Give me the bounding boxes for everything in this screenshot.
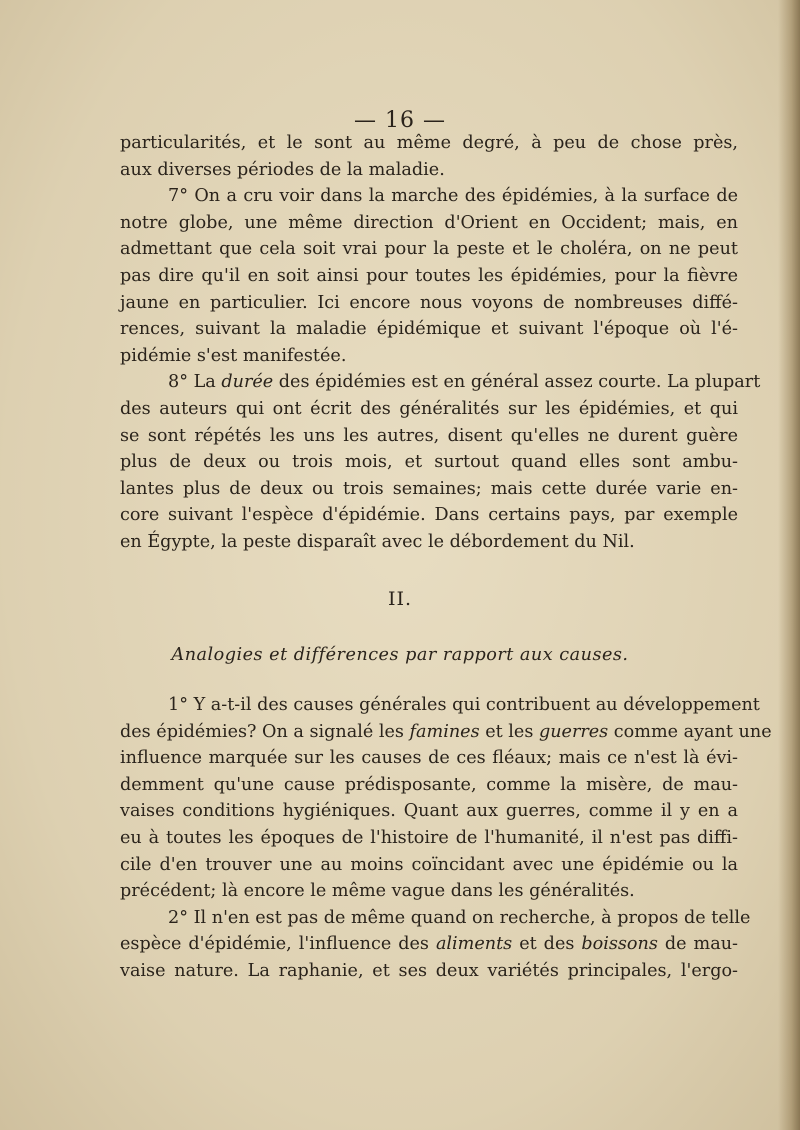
text-line: 2° Il n'en est pas de même quand on recherche, à propos de telle [168, 907, 751, 928]
section-1-text [120, 130, 761, 556]
text-fragment: de mau- [657, 934, 738, 955]
text-line: lantes plus de deux ou trois semaines; mais cette durée varie en- [120, 478, 738, 499]
text-fragment: des épidémies? On a signalé les [120, 721, 410, 742]
text-fragment: et les [479, 721, 539, 742]
italic-term-boissons: boissons [581, 934, 658, 955]
text-line: vaise nature. La raphanie, et ses deux variétés principales, l'ergo- [120, 960, 738, 981]
text-line: en Égypte, la peste disparaît avec le débordement du Nil. [120, 531, 635, 552]
text-line: eu à toutes les époques de l'histoire de l'humanité, il n'est pas diffi- [120, 827, 738, 848]
text-line [120, 719, 772, 746]
section-2-text [120, 692, 772, 985]
page-edge-shadow [778, 0, 800, 1130]
text-fragment: et des [512, 934, 582, 955]
text-line: rences, suivant la maladie épidémique et suivant l'époque où l'é- [120, 319, 738, 340]
text-line: core suivant l'espèce d'épidémie. Dans certains pays, par exemple [120, 505, 738, 526]
text-line: demment qu'une cause prédisposante, comme la misère, de mau- [120, 774, 738, 795]
text-line: 1° Y a-t-il des causes générales qui contribuent au développement [168, 695, 760, 715]
text-line: pidémie s'est manifestée. [120, 345, 347, 366]
text-line: jaune en particulier. Ici encore nous voyons de nombreuses diffé- [120, 292, 738, 313]
text-fragment: des épidémies est en général assez courte. La plupart [273, 372, 761, 393]
text-line: influence marquée sur les causes de ces fléaux; mais ce n'est là évi- [120, 748, 738, 769]
text-line: notre globe, une même direction d'Orient en Occident; mais, en [120, 212, 738, 233]
text-line: 7° On a cru voir dans la marche des épidémies, à la surface de [168, 186, 738, 207]
italic-term-famines: famines [409, 721, 480, 742]
section-title: Analogies et différences par rapport aux causes. [171, 645, 629, 665]
text-fragment: 8° La [168, 372, 222, 393]
text-line: plus de deux ou trois mois, et surtout quand elles sont ambu- [120, 452, 738, 473]
text-line: pas dire qu'il en soit ainsi pour toutes les épidémies, pour la fièvre [120, 265, 738, 286]
text-fragment: espèce d'épidémie, l'influence des [120, 934, 436, 955]
text-line: vaises conditions hygiéniques. Quant aux guerres, comme il y en a [120, 801, 738, 822]
text-line: admettant que cela soit vrai pour la peste et le choléra, on ne peut [120, 239, 738, 260]
text-line [120, 369, 761, 396]
text-line [120, 931, 738, 958]
text-line: particularités, et le sont au même degré, à peu de chose près, [120, 133, 738, 153]
text-line: cile d'en trouver une au moins coïncidant avec une épidémie ou la [120, 854, 738, 875]
page-number: — 16 — [354, 108, 446, 133]
text-line: des auteurs qui ont écrit des généralités sur les épidémies, et qui [120, 398, 738, 419]
text-line: aux diverses périodes de la maladie. [120, 159, 445, 180]
text-line: se sont répétés les uns les autres, disent qu'elles ne durent guère [120, 425, 738, 446]
text-line: précédent; là encore le même vague dans les généralités. [120, 881, 635, 902]
italic-term-duree: durée [221, 372, 274, 393]
italic-term-guerres: guerres [538, 721, 609, 742]
italic-term-aliments: aliments [435, 934, 513, 955]
text-fragment: comme ayant une [608, 721, 772, 742]
section-number: II. [387, 588, 413, 610]
